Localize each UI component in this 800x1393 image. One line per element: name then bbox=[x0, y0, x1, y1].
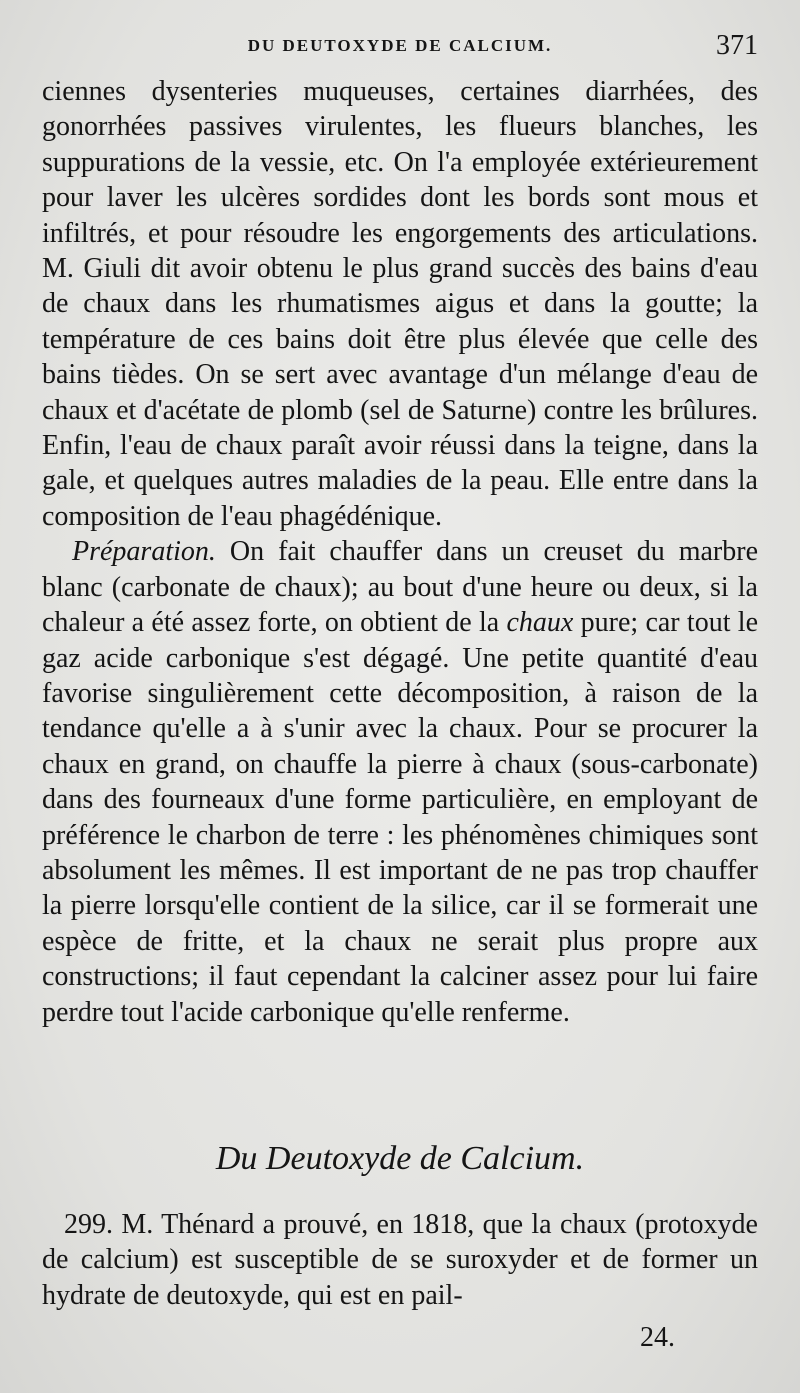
preparation-chaux-word: chaux bbox=[506, 607, 574, 639]
running-head bbox=[42, 30, 758, 66]
running-title: DU DEUTOXYDE DE CALCIUM. bbox=[247, 36, 553, 55]
preparation-text-a: On fait chauffer dans un creuset du marbre blanc (carbonate de chaux); au bout d'une heure ou deux, si la chaleur a été assez forte, on obtient de la bbox=[42, 536, 758, 639]
paragraph-preparation bbox=[42, 534, 758, 1030]
page-number: 371 bbox=[716, 30, 758, 61]
preparation-label: Préparation. bbox=[72, 536, 216, 568]
paragraph-299: 299. M. Thénard a prouvé, en 1818, que la chaux (protoxyde de calcium) est susceptible de se suroxyder et de former un hydrate de deutoxyde, qui est en pail- bbox=[42, 1209, 758, 1311]
body-text bbox=[42, 74, 758, 1030]
paragraph-continuation: ciennes dysenteries muqueuses, certaines diarrhées, des gonorrhées passives virulentes, les flueurs blanches, les suppurations de la vessie, etc. On l'a employée extérieurement pour laver les ulcères sordides dont les bords sont mous et infiltrés, et pour résoudre les engorgements des articulations. M. Giuli dit avoir obtenu le plus grand succès des bains d'eau de chaux dans les rhumatismes aigus et dans la goutte; la température de ces bains doit être plus élevée que celle des bains tièdes. On se sert avec avantage d'un mélange d'eau de chaux et d'acétate de plomb (sel de Saturne) contre les brûlures. Enfin, l'eau de chaux paraît avoir réussi dans la teigne, dans la gale, et quelques autres maladies de la peau. Elle entre dans la composition de l'eau phagédénique. bbox=[42, 76, 758, 532]
preparation-text-b: pure; car tout le gaz acide carbonique s'est dégagé. Une petite quantité d'eau favorise singulièrement cette décomposition, à raison de la tendance qu'elle a à s'unir avec la chaux. Pour se procurer la chaux en grand, on chauffe la pierre à chaux (sous-carbonate) dans des fourneaux d'une forme particulière, en employant de préférence le charbon de terre : les phénomènes chimiques sont absolument les mêmes. Il est important de ne pas trop chauffer la pierre lorsqu'elle contient de la silice, car il se formerait une espèce de fritte, et la chaux ne serait plus propre aux constructions; il faut cependant la calciner assez pour lui faire perdre tout l'acide carbonique qu'elle renferme. bbox=[42, 607, 758, 1028]
section-text bbox=[42, 1207, 758, 1313]
section-heading: Du Deutoxyde de Calcium. bbox=[215, 1140, 585, 1177]
signature-mark: 24. bbox=[640, 1322, 675, 1353]
